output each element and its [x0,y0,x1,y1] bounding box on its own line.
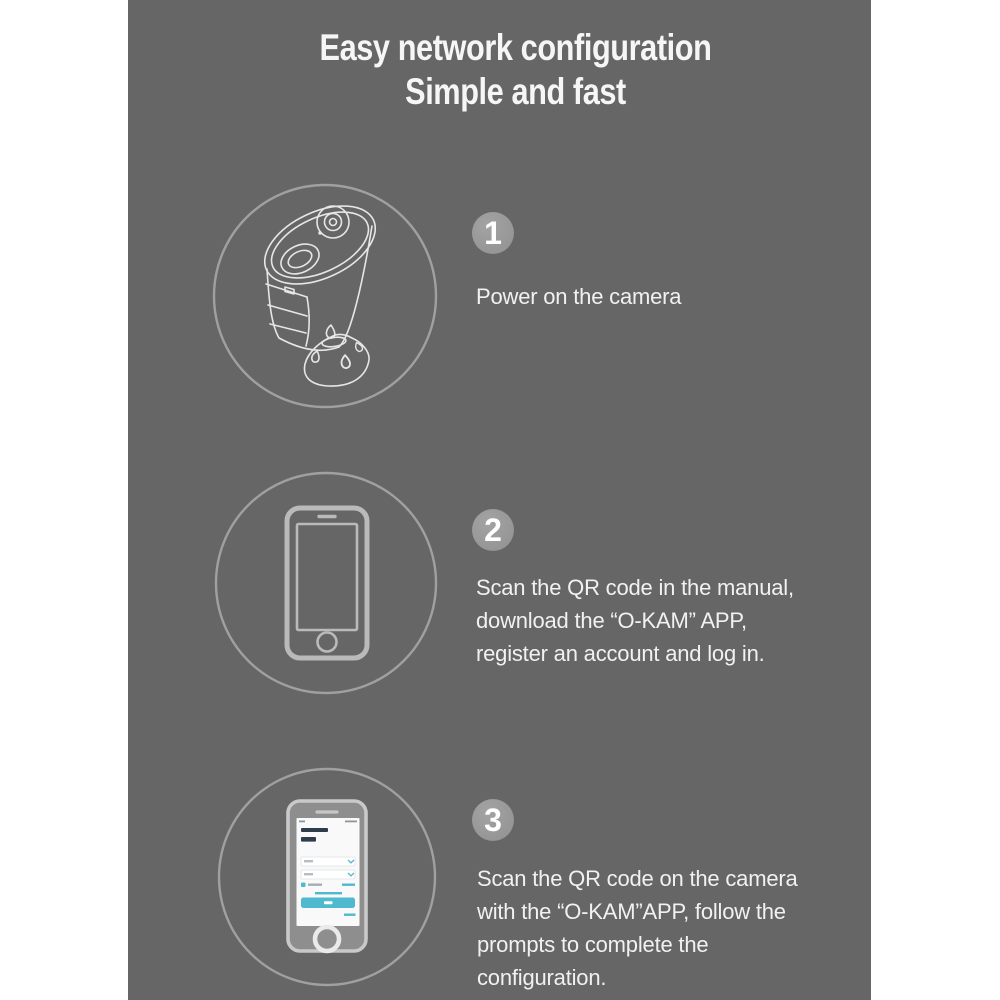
step2-text-line3: register an account and log in. [476,641,765,666]
step3-text [477,862,798,994]
step1-camera-illustration [209,181,441,413]
forgot-password-link-bar [342,884,355,886]
step2-phone-illustration [214,471,438,695]
step1-number-badge [472,212,514,254]
step3-text-line1: Scan the QR code on the camera [477,866,798,891]
security-camera-icon [253,190,388,386]
account-placeholder [304,860,313,862]
step3-number: 3 [484,801,502,838]
step2-number: 2 [484,511,502,548]
status-bar-right [345,821,357,823]
step1-number: 1 [484,214,502,251]
step3-number-badge [472,799,514,841]
smartphone-login-screen-icon [288,801,366,951]
checkbox-label-bar [308,884,322,886]
step1-text-line1: Power on the camera [476,284,682,309]
title-line-2: Simple and fast [405,71,626,112]
bottom-link-bar [344,914,356,916]
step3-phone-illustration [217,767,437,987]
password-placeholder [304,873,313,875]
step3-text-line3: prompts to complete the [477,932,709,957]
login-prompt-line [301,837,316,842]
step2-text [476,571,794,670]
checkbox-icon [301,883,306,888]
page-title [220,26,810,114]
title-line-1: Easy network configuration [319,27,712,68]
step2-number-badge [472,509,514,551]
step2-text-line1: Scan the QR code in the manual, [476,575,794,600]
welcome-text-line [301,828,328,832]
step2-text-line2: download the “O-KAM” APP, [476,608,747,633]
step3-text-line4: configuration. [477,965,607,990]
login-button-label-bar [324,901,333,904]
step3-text-line2: with the “O-KAM”APP, follow the [477,899,786,924]
phone-home-button [318,633,337,652]
center-link-bar [315,892,342,894]
step1-text [476,280,681,313]
smartphone-outline-icon [287,508,367,658]
instruction-panel [128,0,871,1000]
status-bar-left [299,821,305,823]
phone-screen [297,524,357,630]
